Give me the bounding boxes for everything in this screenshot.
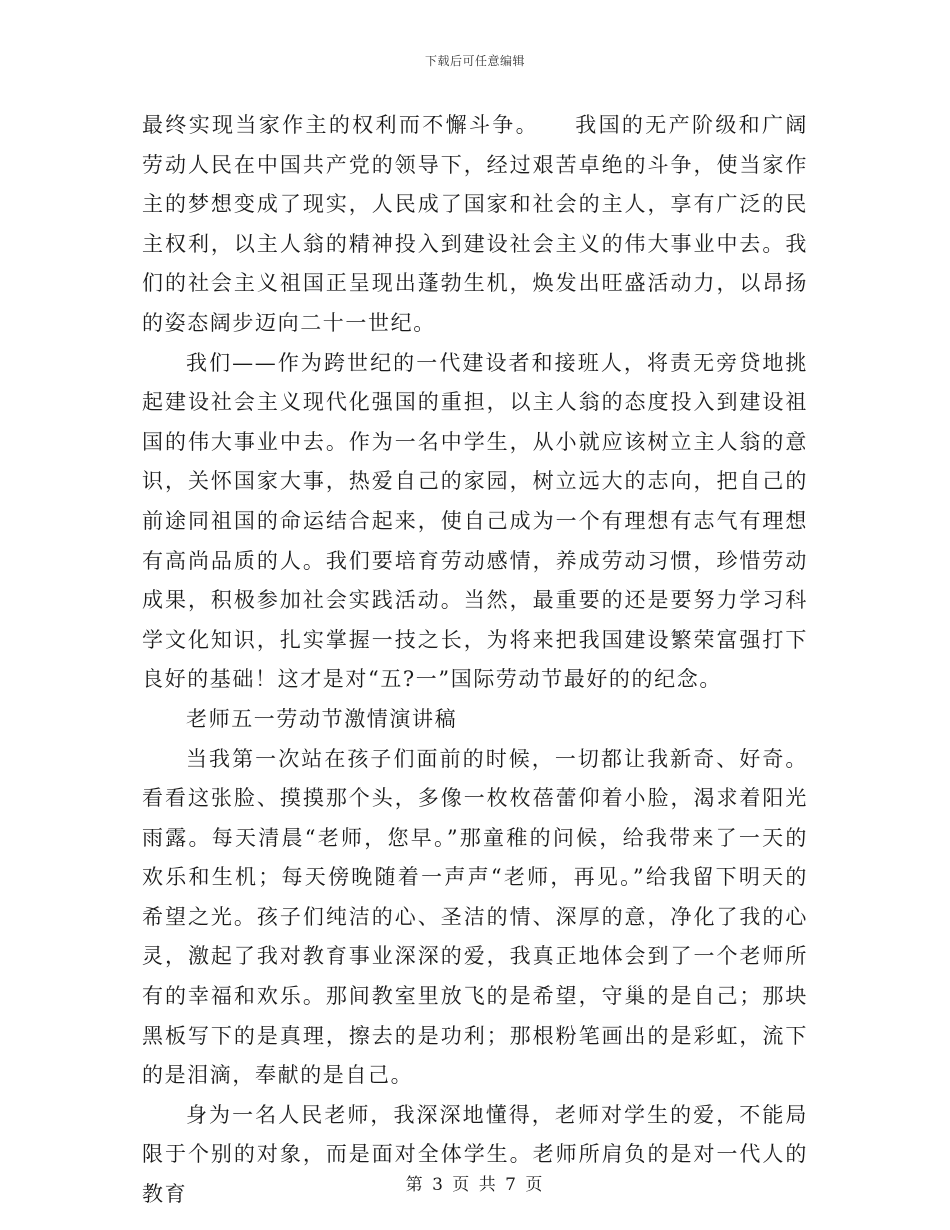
page-header: 下载后可任意编辑 bbox=[424, 54, 525, 68]
paragraph: 身为一名人民老师，我深深地懂得，老师对学生的爱，不能局限于个别的对象，而是面对全体学生。老师所肩负的是对一代人的教育 bbox=[142, 1102, 808, 1207]
paragraph-continuation: 最终实现当家作主的权利而不懈斗争。 我国的无产阶级和广阔劳动人民在中国共产党的领导下，经过艰苦卓绝的斗争，使当家作主的梦想变成了现实，人民成了国家和社会的主人，享有广泛的民主权利，以主人翁的精神投入到建设社会主义的伟大事业中去。我们的社会主义祖国正呈现出蓬勃生机，焕发出旺盛活动力，以昂扬的姿态阔步迈向二十一世纪。 bbox=[142, 113, 808, 335]
section-title: 老师五一劳动节激情演讲稿 bbox=[186, 706, 458, 731]
paragraph: 当我第一次站在孩子们面前的时候，一切都让我新奇、好奇。看看这张脸、摸摸那个头，多像一枚枚蓓蕾仰着小脸，渴求着阳光雨露。每天清晨“老师，您早。”那童稚的问候，给我带来了一天的欢乐和生机；每天傍晚随着一声声“老师，再见。”给我留下明天的希望之光。孩子们纯洁的心、圣洁的情、深厚的意，净化了我的心灵，激起了我对教育事业深深的爱，我真正地体会到了一个老师所有的幸福和欢乐。那间教室里放飞的是希望，守巢的是自己；那块黑板写下的是真理，擦去的是功利；那根粉笔画出的是彩虹，流下的是泪滴，奉献的是自己。 bbox=[142, 746, 808, 1088]
document-body bbox=[142, 106, 808, 1215]
paragraph: 我们——作为跨世纪的一代建设者和接班人，将责无旁贷地挑起建设社会主义现代化强国的重担，以主人翁的态度投入到建设祖国的伟大事业中去。作为一名中学生，从小就应该树立主人翁的意识，关怀国家大事，热爱自己的家园，树立远大的志向，把自己的前途同祖国的命运结合起来，使自己成为一个有理想有志气有理想有高尚品质的人。我们要培育劳动感情，养成劳动习惯，珍惜劳动成果，积极参加社会实践活动。当然，最重要的还是要努力学习科学文化知识，扎实掌握一技之长，为将来把我国建设繁荣富强打下良好的基础！这才是对“五?一”国际劳动节最好的的纪念。 bbox=[142, 350, 808, 692]
page-number: 第 3 页 共 7 页 bbox=[405, 1175, 545, 1195]
